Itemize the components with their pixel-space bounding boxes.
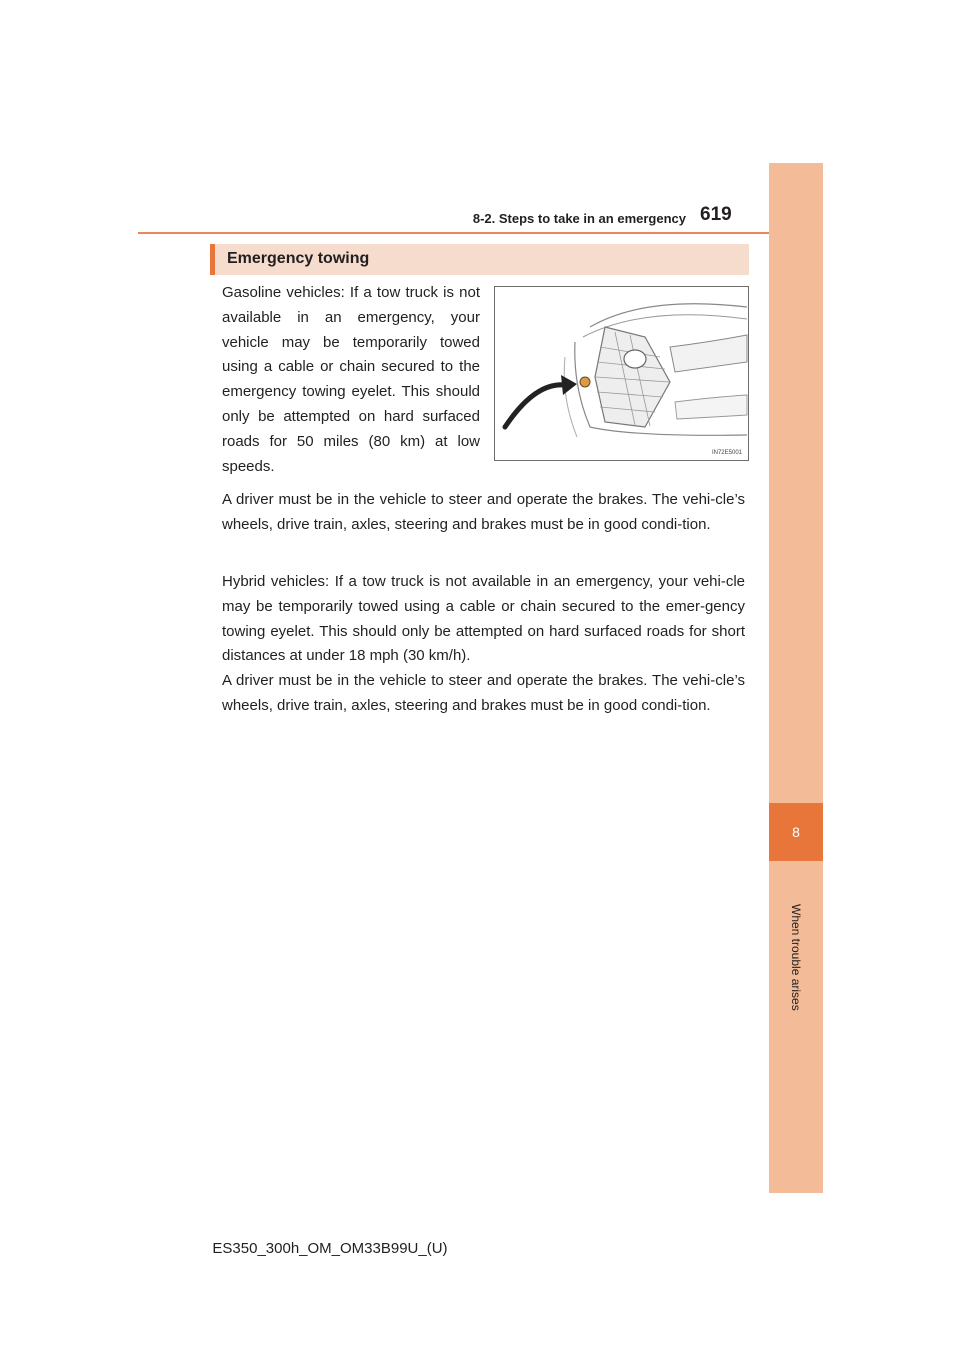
header-section-title: 8-2. Steps to take in an emergency	[472, 211, 686, 226]
figure-code: IN72E5001	[711, 450, 742, 456]
section-title: Emergency towing	[227, 250, 370, 267]
chapter-number-tab: 8	[769, 803, 823, 861]
document-code: ES350_300h_OM_OM33B99U_(U)	[212, 1240, 448, 1257]
towing-eyelet-illustration	[494, 286, 749, 461]
chapter-title-vertical: When trouble arises	[789, 904, 803, 1011]
header-divider	[138, 232, 823, 234]
chapter-side-tab	[769, 163, 823, 1193]
intro-paragraph: Gasoline vehicles: If a tow truck is not available in an emergency, your vehicle may be temporarily towed using a cable or chain secured to the emergency towing eyelet. This should only be attempted on hard surfaced roads for 50 miles (80 km) at low speeds.	[222, 284, 480, 475]
section-heading-bar	[210, 244, 749, 275]
driver-requirement-paragraph-1: A driver must be in the vehicle to steer and operate the brakes. The vehi-cle’s wheels, drive train, axles, steering and brakes must be in good condi-tion.	[222, 491, 745, 533]
car-front-drawing	[495, 287, 748, 460]
driver-requirement-paragraph-2: A driver must be in the vehicle to steer and operate the brakes. The vehi-cle’s wheels, drive train, axles, steering and brakes must be in good condi-tion.	[222, 672, 745, 714]
hybrid-towing-paragraph: Hybrid vehicles: If a tow truck is not available in an emergency, your vehi-cle may be temporarily towed using a cable or chain secured to the emer-gency towing eyelet. This should only be attempted on hard surfaced roads for short distances at under 18 mph (30 km/h).	[222, 573, 745, 665]
page-number: 619	[700, 204, 732, 225]
